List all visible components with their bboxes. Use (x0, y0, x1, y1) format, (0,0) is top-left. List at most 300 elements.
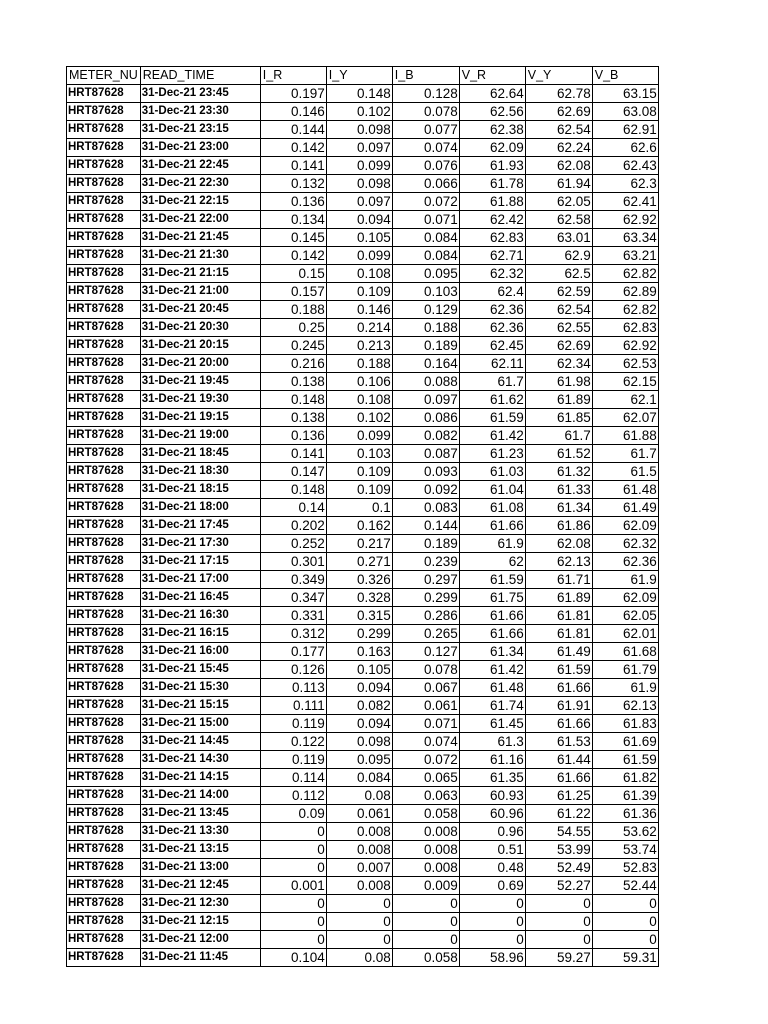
cell-v-b: 62.91 (592, 121, 658, 139)
cell-i-b: 0.299 (392, 589, 459, 607)
cell-meter-number: HRT87628 (67, 301, 141, 319)
cell-read-time: 31-Dec-21 22:45 (140, 157, 260, 175)
table-row (67, 733, 659, 751)
cell-v-r: 62.09 (459, 139, 525, 157)
cell-v-y: 62.69 (525, 103, 592, 121)
cell-i-b: 0.239 (392, 553, 459, 571)
cell-v-r: 62.11 (459, 355, 525, 373)
cell-v-b: 61.49 (592, 499, 658, 517)
cell-v-y: 62.69 (525, 337, 592, 355)
cell-i-b: 0.058 (392, 949, 459, 967)
cell-v-r: 0 (459, 913, 525, 931)
column-header-meter-number: METER_NU (67, 67, 141, 85)
cell-v-r: 62.32 (459, 265, 525, 283)
cell-v-b: 61.36 (592, 805, 658, 823)
cell-i-b: 0.072 (392, 751, 459, 769)
cell-v-r: 0.96 (459, 823, 525, 841)
table-row (67, 265, 659, 283)
cell-v-r: 61.7 (459, 373, 525, 391)
cell-i-r: 0.188 (260, 301, 326, 319)
cell-i-b: 0.078 (392, 661, 459, 679)
cell-v-r: 0.48 (459, 859, 525, 877)
cell-i-r: 0.126 (260, 661, 326, 679)
cell-read-time: 31-Dec-21 16:15 (140, 625, 260, 643)
cell-v-y: 61.71 (525, 571, 592, 589)
cell-i-y: 0.103 (326, 445, 392, 463)
cell-i-b: 0.008 (392, 823, 459, 841)
table-row (67, 211, 659, 229)
cell-meter-number: HRT87628 (67, 247, 141, 265)
table-row (67, 769, 659, 787)
cell-i-r: 0.157 (260, 283, 326, 301)
cell-read-time: 31-Dec-21 13:30 (140, 823, 260, 841)
cell-meter-number: HRT87628 (67, 427, 141, 445)
cell-i-y: 0.095 (326, 751, 392, 769)
cell-v-y: 61.94 (525, 175, 592, 193)
cell-meter-number: HRT87628 (67, 841, 141, 859)
cell-i-r: 0.147 (260, 463, 326, 481)
cell-v-r: 0 (459, 931, 525, 949)
table-row (67, 949, 659, 967)
cell-read-time: 31-Dec-21 22:30 (140, 175, 260, 193)
cell-meter-number: HRT87628 (67, 859, 141, 877)
cell-meter-number: HRT87628 (67, 229, 141, 247)
cell-v-b: 61.5 (592, 463, 658, 481)
cell-i-b: 0.084 (392, 247, 459, 265)
cell-meter-number: HRT87628 (67, 373, 141, 391)
table-row (67, 625, 659, 643)
cell-v-y: 62.78 (525, 85, 592, 103)
table-row (67, 427, 659, 445)
cell-meter-number: HRT87628 (67, 931, 141, 949)
cell-v-y: 62.08 (525, 157, 592, 175)
cell-i-r: 0.113 (260, 679, 326, 697)
cell-meter-number: HRT87628 (67, 913, 141, 931)
cell-meter-number: HRT87628 (67, 265, 141, 283)
cell-v-y: 0 (525, 895, 592, 913)
cell-v-y: 62.9 (525, 247, 592, 265)
cell-i-b: 0.128 (392, 85, 459, 103)
cell-i-r: 0.142 (260, 139, 326, 157)
cell-i-b: 0.084 (392, 229, 459, 247)
cell-v-y: 62.08 (525, 535, 592, 553)
cell-i-y: 0.007 (326, 859, 392, 877)
cell-v-b: 62.05 (592, 607, 658, 625)
cell-read-time: 31-Dec-21 13:15 (140, 841, 260, 859)
cell-i-b: 0.082 (392, 427, 459, 445)
cell-i-r: 0.15 (260, 265, 326, 283)
cell-read-time: 31-Dec-21 14:30 (140, 751, 260, 769)
cell-i-y: 0.08 (326, 949, 392, 967)
cell-i-y: 0.105 (326, 661, 392, 679)
cell-v-y: 61.34 (525, 499, 592, 517)
cell-v-y: 62.5 (525, 265, 592, 283)
cell-i-b: 0.188 (392, 319, 459, 337)
cell-v-b: 62.07 (592, 409, 658, 427)
cell-v-y: 62.34 (525, 355, 592, 373)
cell-meter-number: HRT87628 (67, 283, 141, 301)
cell-meter-number: HRT87628 (67, 553, 141, 571)
cell-v-y: 61.33 (525, 481, 592, 499)
cell-i-r: 0.245 (260, 337, 326, 355)
cell-i-r: 0.197 (260, 85, 326, 103)
cell-i-y: 0.146 (326, 301, 392, 319)
cell-i-b: 0 (392, 913, 459, 931)
cell-meter-number: HRT87628 (67, 895, 141, 913)
header-row (67, 67, 659, 85)
cell-i-y: 0.102 (326, 409, 392, 427)
cell-i-r: 0.104 (260, 949, 326, 967)
cell-i-y: 0.061 (326, 805, 392, 823)
cell-v-y: 59.27 (525, 949, 592, 967)
cell-read-time: 31-Dec-21 19:00 (140, 427, 260, 445)
cell-i-r: 0.119 (260, 751, 326, 769)
cell-v-b: 61.79 (592, 661, 658, 679)
cell-meter-number: HRT87628 (67, 805, 141, 823)
cell-i-b: 0.286 (392, 607, 459, 625)
table-row (67, 589, 659, 607)
cell-read-time: 31-Dec-21 18:45 (140, 445, 260, 463)
cell-v-b: 62.82 (592, 301, 658, 319)
meter-readings-table (66, 66, 659, 967)
table-row (67, 193, 659, 211)
cell-i-r: 0.132 (260, 175, 326, 193)
cell-i-y: 0.094 (326, 679, 392, 697)
cell-read-time: 31-Dec-21 15:45 (140, 661, 260, 679)
cell-v-b: 0 (592, 913, 658, 931)
cell-i-b: 0.097 (392, 391, 459, 409)
cell-v-b: 61.69 (592, 733, 658, 751)
cell-v-b: 62.15 (592, 373, 658, 391)
cell-i-b: 0.065 (392, 769, 459, 787)
table-row (67, 787, 659, 805)
cell-v-r: 61.23 (459, 445, 525, 463)
cell-i-y: 0 (326, 931, 392, 949)
cell-meter-number: HRT87628 (67, 175, 141, 193)
cell-i-r: 0.25 (260, 319, 326, 337)
table-row (67, 391, 659, 409)
cell-i-r: 0.112 (260, 787, 326, 805)
cell-v-y: 61.22 (525, 805, 592, 823)
cell-i-y: 0.098 (326, 121, 392, 139)
cell-read-time: 31-Dec-21 17:30 (140, 535, 260, 553)
cell-v-y: 61.66 (525, 769, 592, 787)
cell-i-y: 0.299 (326, 625, 392, 643)
cell-i-y: 0.109 (326, 283, 392, 301)
table-row (67, 139, 659, 157)
cell-i-y: 0.108 (326, 265, 392, 283)
cell-v-b: 62.3 (592, 175, 658, 193)
cell-i-b: 0.071 (392, 715, 459, 733)
cell-meter-number: HRT87628 (67, 103, 141, 121)
cell-v-b: 61.39 (592, 787, 658, 805)
cell-i-r: 0.138 (260, 409, 326, 427)
cell-read-time: 31-Dec-21 20:00 (140, 355, 260, 373)
cell-i-r: 0.142 (260, 247, 326, 265)
cell-i-b: 0.297 (392, 571, 459, 589)
cell-v-r: 62.36 (459, 319, 525, 337)
cell-v-b: 53.62 (592, 823, 658, 841)
cell-i-r: 0 (260, 859, 326, 877)
cell-v-b: 61.9 (592, 679, 658, 697)
cell-v-r: 0.69 (459, 877, 525, 895)
cell-read-time: 31-Dec-21 21:15 (140, 265, 260, 283)
cell-i-r: 0 (260, 913, 326, 931)
cell-i-b: 0.072 (392, 193, 459, 211)
cell-v-y: 52.49 (525, 859, 592, 877)
cell-i-r: 0.312 (260, 625, 326, 643)
cell-i-r: 0.349 (260, 571, 326, 589)
cell-v-b: 63.34 (592, 229, 658, 247)
cell-i-r: 0.146 (260, 103, 326, 121)
column-header-i-b: I_B (392, 67, 459, 85)
cell-read-time: 31-Dec-21 17:00 (140, 571, 260, 589)
cell-meter-number: HRT87628 (67, 445, 141, 463)
cell-v-r: 61.04 (459, 481, 525, 499)
cell-i-b: 0.129 (392, 301, 459, 319)
cell-i-r: 0.347 (260, 589, 326, 607)
cell-read-time: 31-Dec-21 16:30 (140, 607, 260, 625)
cell-i-b: 0.008 (392, 841, 459, 859)
cell-meter-number: HRT87628 (67, 193, 141, 211)
cell-meter-number: HRT87628 (67, 643, 141, 661)
table-row (67, 571, 659, 589)
cell-i-b: 0.009 (392, 877, 459, 895)
cell-v-b: 61.83 (592, 715, 658, 733)
cell-v-y: 62.58 (525, 211, 592, 229)
cell-read-time: 31-Dec-21 20:45 (140, 301, 260, 319)
table-row (67, 409, 659, 427)
cell-read-time: 31-Dec-21 17:45 (140, 517, 260, 535)
cell-read-time: 31-Dec-21 14:00 (140, 787, 260, 805)
cell-v-y: 61.52 (525, 445, 592, 463)
table-row (67, 247, 659, 265)
cell-read-time: 31-Dec-21 23:30 (140, 103, 260, 121)
cell-read-time: 31-Dec-21 19:15 (140, 409, 260, 427)
cell-i-r: 0.202 (260, 517, 326, 535)
column-header-v-b: V_B (592, 67, 658, 85)
cell-i-r: 0.148 (260, 481, 326, 499)
cell-v-r: 61.34 (459, 643, 525, 661)
cell-i-b: 0.144 (392, 517, 459, 535)
cell-i-b: 0.058 (392, 805, 459, 823)
cell-meter-number: HRT87628 (67, 319, 141, 337)
cell-i-y: 0.099 (326, 427, 392, 445)
cell-read-time: 31-Dec-21 18:00 (140, 499, 260, 517)
table-row (67, 895, 659, 913)
cell-read-time: 31-Dec-21 20:15 (140, 337, 260, 355)
cell-read-time: 31-Dec-21 16:45 (140, 589, 260, 607)
cell-i-y: 0.08 (326, 787, 392, 805)
cell-i-y: 0 (326, 913, 392, 931)
table-row (67, 121, 659, 139)
cell-v-y: 62.54 (525, 301, 592, 319)
cell-i-r: 0.14 (260, 499, 326, 517)
cell-v-r: 61.75 (459, 589, 525, 607)
cell-meter-number: HRT87628 (67, 571, 141, 589)
table-row (67, 481, 659, 499)
table-row (67, 373, 659, 391)
cell-i-y: 0.098 (326, 733, 392, 751)
table-row (67, 643, 659, 661)
cell-read-time: 31-Dec-21 19:45 (140, 373, 260, 391)
cell-v-b: 62.36 (592, 553, 658, 571)
cell-v-r: 62.83 (459, 229, 525, 247)
cell-v-y: 61.32 (525, 463, 592, 481)
table-row (67, 841, 659, 859)
cell-i-r: 0.09 (260, 805, 326, 823)
cell-v-b: 61.48 (592, 481, 658, 499)
cell-v-y: 61.91 (525, 697, 592, 715)
cell-i-b: 0.078 (392, 103, 459, 121)
cell-i-y: 0.214 (326, 319, 392, 337)
cell-v-b: 62.53 (592, 355, 658, 373)
cell-i-y: 0.106 (326, 373, 392, 391)
cell-read-time: 31-Dec-21 19:30 (140, 391, 260, 409)
cell-v-b: 63.15 (592, 85, 658, 103)
cell-meter-number: HRT87628 (67, 769, 141, 787)
table-row (67, 319, 659, 337)
cell-meter-number: HRT87628 (67, 607, 141, 625)
cell-read-time: 31-Dec-21 12:00 (140, 931, 260, 949)
cell-i-y: 0.1 (326, 499, 392, 517)
cell-i-y: 0.162 (326, 517, 392, 535)
cell-v-b: 62.09 (592, 589, 658, 607)
cell-v-y: 61.98 (525, 373, 592, 391)
cell-read-time: 31-Dec-21 22:15 (140, 193, 260, 211)
cell-v-y: 54.55 (525, 823, 592, 841)
cell-read-time: 31-Dec-21 18:30 (140, 463, 260, 481)
cell-v-b: 62.32 (592, 535, 658, 553)
cell-v-b: 62.6 (592, 139, 658, 157)
cell-v-b: 61.7 (592, 445, 658, 463)
cell-i-r: 0.111 (260, 697, 326, 715)
table-row (67, 445, 659, 463)
cell-i-b: 0.074 (392, 733, 459, 751)
cell-v-r: 62.71 (459, 247, 525, 265)
cell-v-r: 60.93 (459, 787, 525, 805)
cell-v-b: 62.82 (592, 265, 658, 283)
table-row (67, 157, 659, 175)
cell-meter-number: HRT87628 (67, 463, 141, 481)
cell-i-y: 0 (326, 895, 392, 913)
cell-i-y: 0.094 (326, 715, 392, 733)
cell-read-time: 31-Dec-21 15:15 (140, 697, 260, 715)
cell-v-b: 63.21 (592, 247, 658, 265)
cell-i-b: 0.087 (392, 445, 459, 463)
cell-v-r: 62.56 (459, 103, 525, 121)
cell-i-r: 0.136 (260, 427, 326, 445)
cell-v-r: 58.96 (459, 949, 525, 967)
cell-v-b: 62.92 (592, 337, 658, 355)
cell-meter-number: HRT87628 (67, 157, 141, 175)
cell-i-b: 0.127 (392, 643, 459, 661)
cell-v-r: 61.59 (459, 409, 525, 427)
cell-v-r: 0 (459, 895, 525, 913)
table-row (67, 535, 659, 553)
cell-meter-number: HRT87628 (67, 751, 141, 769)
cell-i-y: 0.108 (326, 391, 392, 409)
cell-meter-number: HRT87628 (67, 499, 141, 517)
cell-v-b: 53.74 (592, 841, 658, 859)
cell-i-y: 0.084 (326, 769, 392, 787)
cell-v-r: 62.36 (459, 301, 525, 319)
cell-v-b: 62.43 (592, 157, 658, 175)
table-row (67, 517, 659, 535)
cell-v-b: 62.41 (592, 193, 658, 211)
cell-read-time: 31-Dec-21 15:30 (140, 679, 260, 697)
cell-v-b: 62.13 (592, 697, 658, 715)
cell-i-r: 0.134 (260, 211, 326, 229)
cell-meter-number: HRT87628 (67, 139, 141, 157)
cell-read-time: 31-Dec-21 16:00 (140, 643, 260, 661)
cell-v-r: 61.16 (459, 751, 525, 769)
table-row (67, 463, 659, 481)
table-row (67, 913, 659, 931)
cell-v-y: 61.89 (525, 391, 592, 409)
cell-v-b: 62.1 (592, 391, 658, 409)
cell-v-b: 62.09 (592, 517, 658, 535)
table-row (67, 661, 659, 679)
cell-v-b: 63.08 (592, 103, 658, 121)
cell-v-b: 0 (592, 931, 658, 949)
cell-i-b: 0.265 (392, 625, 459, 643)
cell-i-b: 0.189 (392, 535, 459, 553)
cell-v-r: 60.96 (459, 805, 525, 823)
cell-v-y: 62.54 (525, 121, 592, 139)
table-row (67, 283, 659, 301)
table-row (67, 823, 659, 841)
cell-i-r: 0.119 (260, 715, 326, 733)
cell-i-y: 0.094 (326, 211, 392, 229)
cell-i-y: 0.217 (326, 535, 392, 553)
cell-v-r: 61.03 (459, 463, 525, 481)
cell-v-y: 61.59 (525, 661, 592, 679)
cell-v-r: 61.3 (459, 733, 525, 751)
cell-meter-number: HRT87628 (67, 337, 141, 355)
cell-i-b: 0.092 (392, 481, 459, 499)
cell-i-r: 0.331 (260, 607, 326, 625)
cell-i-b: 0.071 (392, 211, 459, 229)
cell-v-y: 61.89 (525, 589, 592, 607)
cell-i-y: 0.008 (326, 877, 392, 895)
cell-meter-number: HRT87628 (67, 391, 141, 409)
table-row (67, 355, 659, 373)
cell-i-b: 0.008 (392, 859, 459, 877)
cell-i-r: 0 (260, 895, 326, 913)
cell-v-r: 62 (459, 553, 525, 571)
cell-v-r: 61.93 (459, 157, 525, 175)
table-row (67, 499, 659, 517)
cell-i-r: 0.301 (260, 553, 326, 571)
cell-meter-number: HRT87628 (67, 787, 141, 805)
table-row (67, 229, 659, 247)
cell-i-r: 0.001 (260, 877, 326, 895)
table-row (67, 85, 659, 103)
cell-v-r: 61.45 (459, 715, 525, 733)
table-row (67, 877, 659, 895)
cell-read-time: 31-Dec-21 21:00 (140, 283, 260, 301)
cell-v-b: 62.83 (592, 319, 658, 337)
cell-i-b: 0 (392, 931, 459, 949)
cell-v-y: 61.49 (525, 643, 592, 661)
table-row (67, 607, 659, 625)
cell-v-y: 61.86 (525, 517, 592, 535)
cell-v-r: 62.4 (459, 283, 525, 301)
cell-v-r: 62.42 (459, 211, 525, 229)
cell-v-y: 61.66 (525, 715, 592, 733)
cell-meter-number: HRT87628 (67, 355, 141, 373)
